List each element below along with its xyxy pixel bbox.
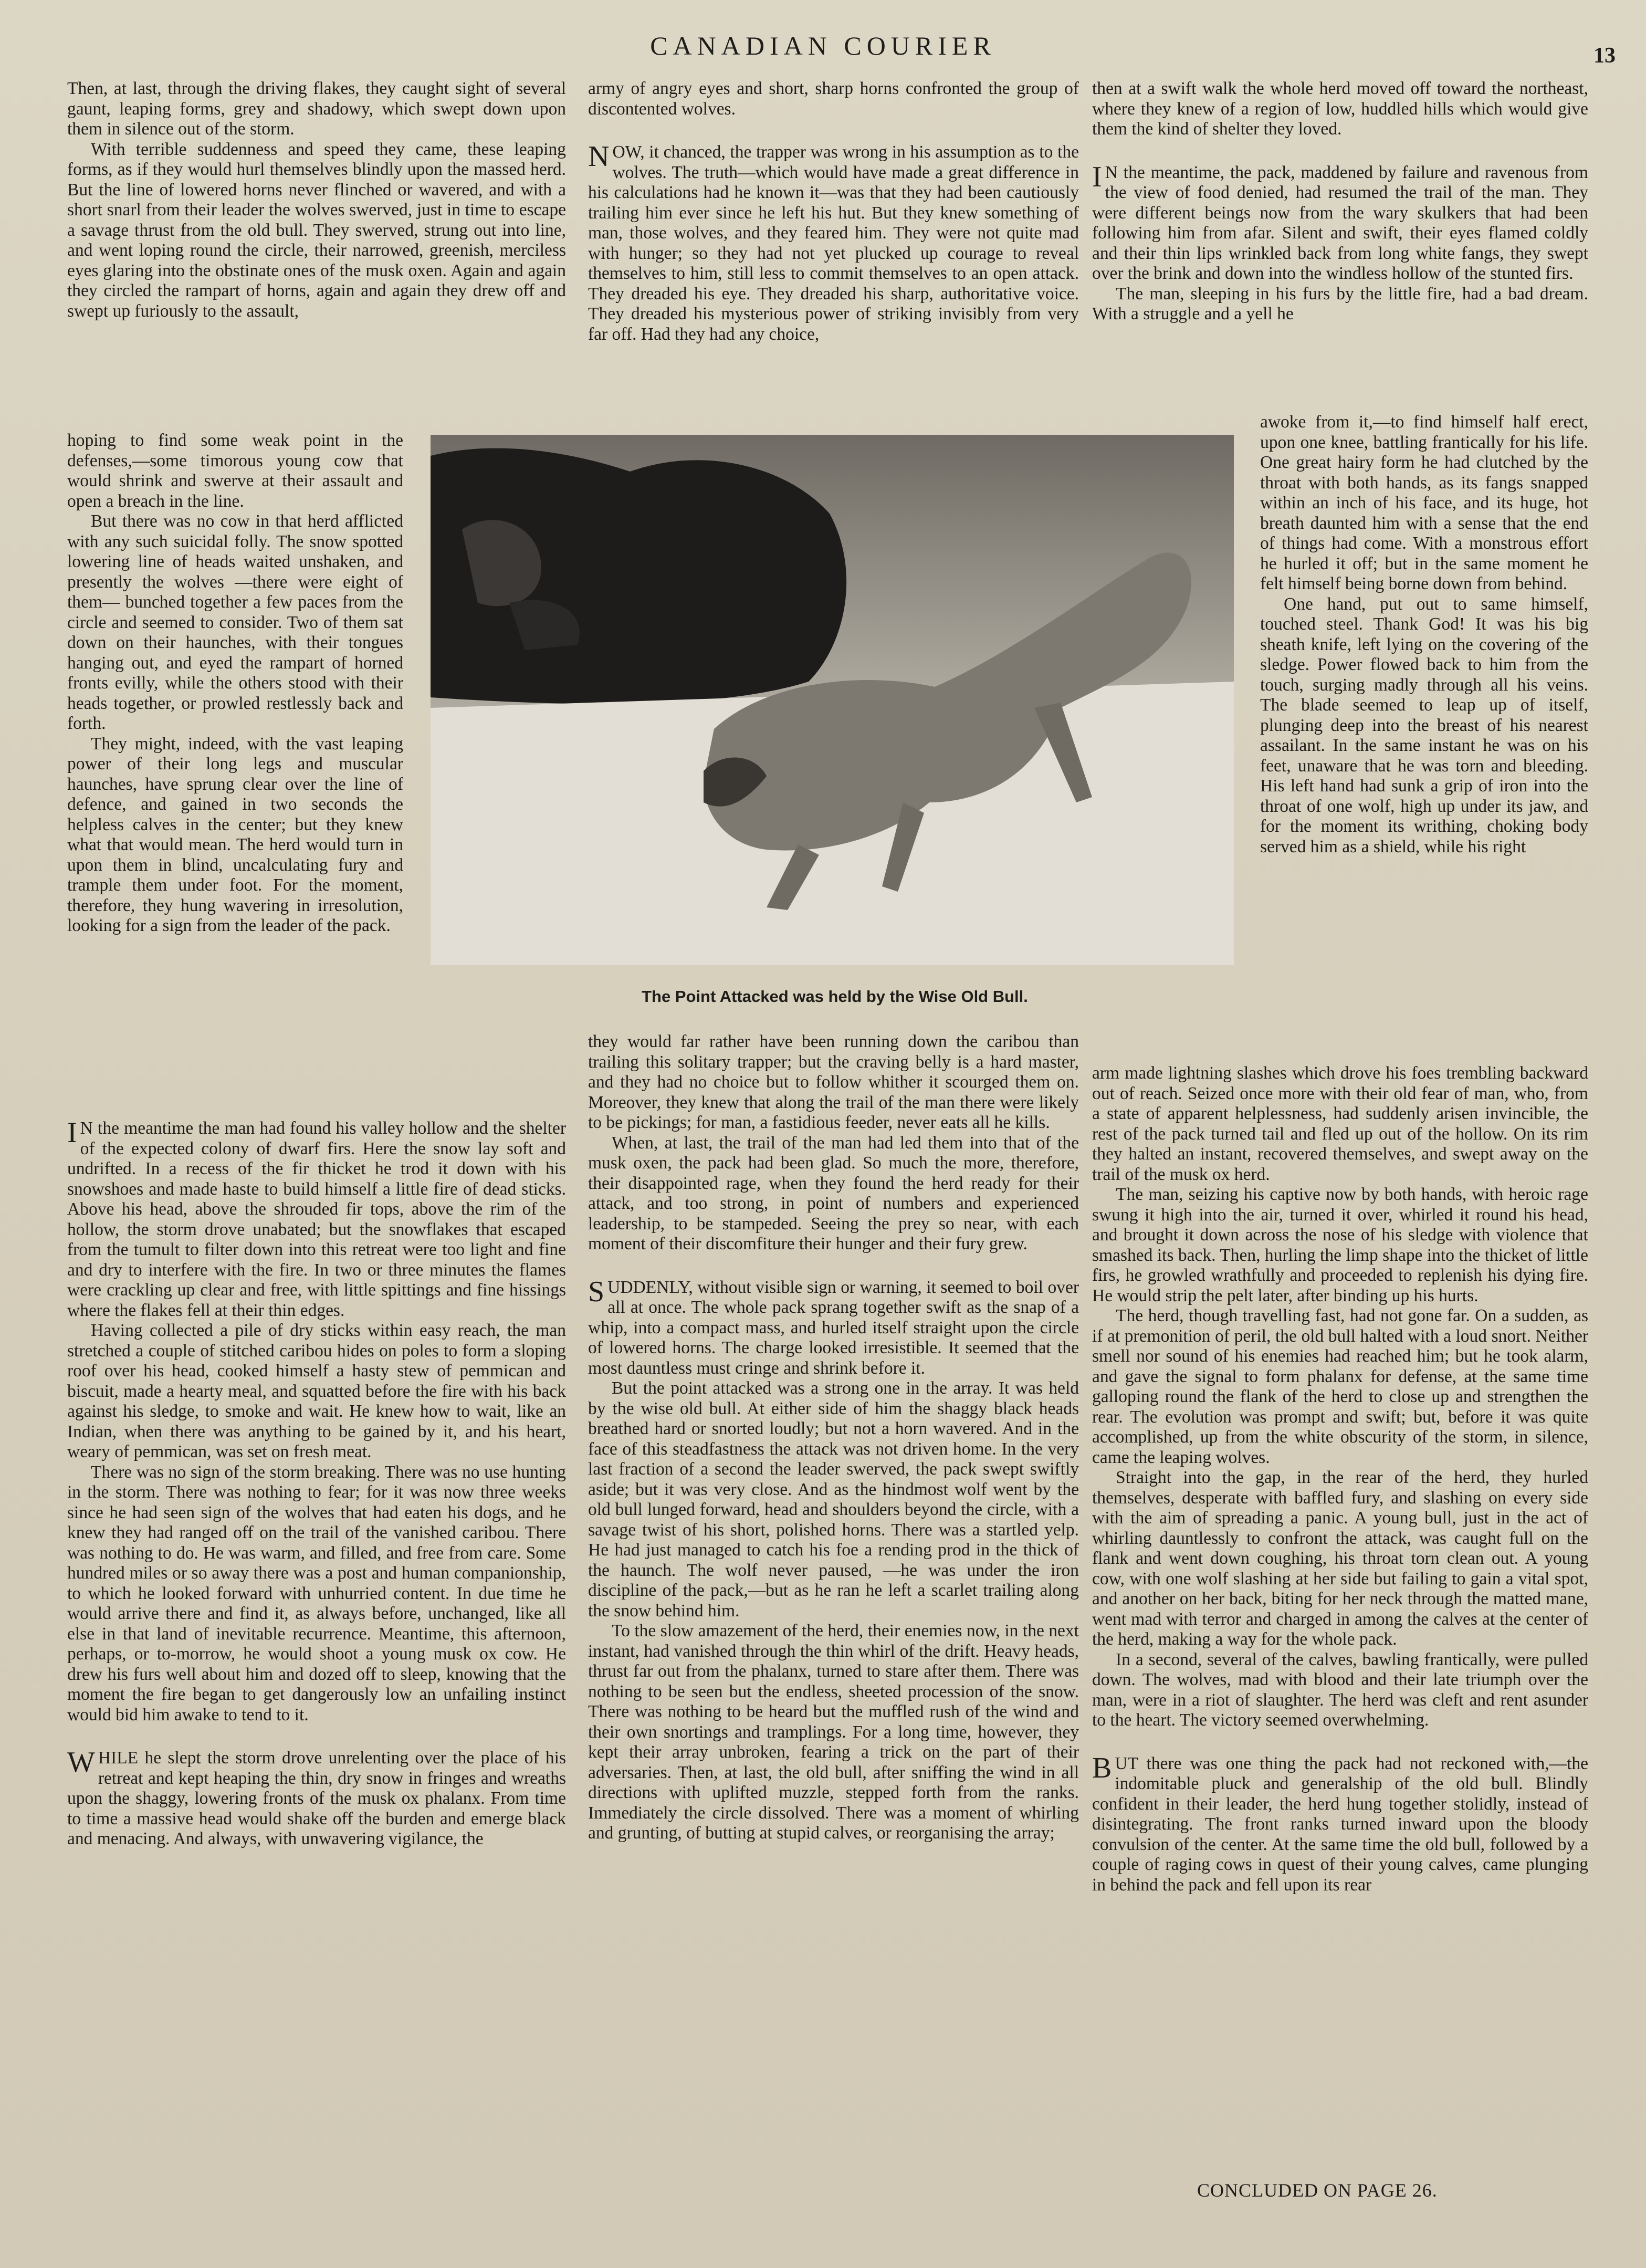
paragraph: The man, sleeping in his furs by the little fire, had a bad dream. With a struggle and a yell he <box>1092 284 1588 323</box>
column-1-narrow <box>67 431 403 936</box>
illustration-musk-oxen-and-wolves <box>431 435 1234 965</box>
paragraph: They might, indeed, with the vast leaping power of their long legs and muscular haunches, have sprung clear over the line of defence, and gained in two seconds the helpless calves in the center; but they knew what that would mean. The herd would turn in upon them in blind, uncalculating fury and trample them under foot. For the moment, therefore, they hung wavering in irresolution, looking for a sign from the leader of the pack. <box>67 734 403 935</box>
column-1-top <box>67 79 566 321</box>
masthead: CANADIAN COURIER <box>650 31 996 60</box>
paragraph: WHILE he slept the storm drove unrelenting over the place of his retreat and kept heaping the thin, dry snow in fringes and wreaths upon the shaggy, lowering fronts of the musk ox phalanx. From time to time a massive head would shake off the burden and emerge black and menacing. And always, with unwavering vigilance, the <box>67 1746 566 1848</box>
paragraph: IN the meantime the man had found his valley hollow and the shelter of the expected colony of dwarf firs. Here the snow lay soft and undrifted. In a recess of the fir thicket he trod it down with his snowshoes and made haste to build himself a little fire of dead sticks. Above his head, above the shrouded fir tops, above the rim of the hollow, the storm drove unabated; but the snowflakes that escaped from the tumult to filter down into this retreat were too light and fine and dry to interfere with the fire. In two or three minutes the flames were crackling up clear and free, with little spittings and fine hissings where the flakes fell at their thin edges. <box>67 1116 566 1320</box>
column-3-top <box>1092 79 1588 325</box>
column-2-lower <box>588 1032 1079 1844</box>
paragraph: SUDDENLY, without visible sign or warning, it seemed to boil over all at once. The whole pack sprang together swift as the snap of a whip, into a compact mass, and hurled itself straight upon the circle of lowered horns. The charge looked irresistible. It seemed that the most dauntless must cringe and shrink before it. <box>588 1275 1079 1378</box>
paragraph: Then, at last, through the driving flakes, they caught sight of several gaunt, leaping forms, grey and shadowy, which swept down upon them in silence out of the storm. <box>67 79 566 139</box>
paragraph: But the point attacked was a strong one in the array. It was held by the wise old bull. At either side of him the shaggy black heads breathed hard or snorted loudly; but not a horn wavered. And in the face of this steadfastness the attack was not driven home. In the very last fraction of a second the leader swerved, the pack swept swiftly aside; but it was very close. And as the hindmost wolf went by the old bull lunged forward, head and shoulders beyond the circle, with a savage twist of his short, polished horns. There was a startled yelp. He had just managed to catch his foe a rending prod in the thick of the haunch. The wolf never paused, —he was under the iron discipline of the pack,—but as he ran he left a scarlet trailing along the snow behind him. <box>588 1378 1079 1621</box>
paragraph: awoke from it,—to find himself half erect, upon one knee, battling frantically for his life. One great hairy form he had clutched by the throat with both hands, as its fangs snapped within an inch of his face, and its huge, hot breath daunted him with a sense that the end of things had come. With a monstrous effort he hurled it off; but in the same moment he felt himself being borne down from behind. <box>1260 412 1588 593</box>
paragraph: In a second, several of the calves, bawling frantically, were pulled down. The wolves, mad with blood and their late triumph over the man, were in a riot of slaughter. The herd was cleft and rent asunder to the heart. The victory seemed overwhelming. <box>1092 1649 1588 1730</box>
paragraph: The herd, though travelling fast, had not gone far. On a sudden, as if at premonition of peril, the old bull halted with a loud snort. Neither smell nor sound of his enemies had reached him; but he took alarm, and gave the signal to form phalanx for defense, at the same time galloping round the flank of the herd to close up and strengthen the rear. The evolution was prompt and swift; but, before it was quite accomplished, up from the white obscurity of the storm, in silence, came the leaping wolves. <box>1092 1306 1588 1467</box>
paragraph: One hand, put out to same himself, touched steel. Thank God! It was his big sheath knife, left lying on the covering of the sledge. Power flowed back to him from the touch, surging madly through all his veins. The blade seemed to leap up of itself, plunging deep into the breast of his nearest assailant. In the same instant he was on his feet, unaware that he was torn and bleeding. His left hand had sunk a grip of iron into the throat of one wolf, high up under its jaw, and for the moment its writhing, choking body served him as a shield, while his right <box>1260 594 1588 856</box>
paragraph: BUT there was one thing the pack had not reckoned with,—the indomitable pluck and generalship of the old bull. Blindly confident in their leader, the herd hung together stolidly, instead of disintegrating. The front ranks turned inward upon the bloody convulsion of the center. At the same time the old bull, followed by a couple of raging cows in quest of their young calves, came plunging in behind the pack and fell upon its rear <box>1092 1751 1588 1895</box>
paragraph: When, at last, the trail of the man had led them into that of the musk oxen, the pack had been glad. So much the more, therefore, their disappointed rage, when they found the herd ready for their attack, and too strong, in point of numbers and experienced leadership, to be stampeded. Seeing the prey so near, with each moment of their discomfiture their hunger and their fury grew. <box>588 1133 1079 1253</box>
paragraph: Having collected a pile of dry sticks within easy reach, the man stretched a couple of stitched caribou hides on poles to form a sloping roof over his head, cooked himself a hasty stew of pemmican and biscuit, made a hearty meal, and squatted before the fire with his back against his sledge, to smoke and wait. He knew how to wait, like an Indian, when there was anything to be gained by it, and his heart, weary of pemmican, was set on fresh meat. <box>67 1321 566 1461</box>
paragraph: they would far rather have been running down the caribou than trailing this solitary trapper; but the craving belly is a hard master, and they had no choice but to follow whither it scourged them on. Moreover, they knew that along the trail of the man there were likely to be pickings; for man, a fastidious feeder, never eats all he kills. <box>588 1032 1079 1132</box>
paragraph: IN the meantime, the pack, maddened by failure and ravenous from the view of food denied, had resumed the trail of the man. They were different beings now from the wary skulkers that had been following him from afar. Silent and swift, their eyes flamed coldly and their thin lips wrinkled back from long white fangs, they swept over the brink and down into the windless hollow of the stunted firs. <box>1092 160 1588 283</box>
page-number: 13 <box>1593 44 1616 68</box>
paragraph: But there was no cow in that herd afflicted with any such suicidal folly. The snow spotted lowering line of heads waited unshaken, and presently the wolves —there were eight of them— bunched together a few paces from the circle and seemed to consider. Two of them sat down on their haunches, with their tongues hanging out, and eyed the rampart of horned fronts evilly, while the others stood with their heads together, or prowled restlessly back and forth. <box>67 511 403 733</box>
paragraph: NOW, it chanced, the trapper was wrong in his assumption as to the wolves. The truth—which would have made a great difference in his calculations had he known it—was that they had been cautiously trailing him ever since he left his hut. But they knew something of man, those wolves, and they feared him. They were not quite mad with hunger; so they had not yet plucked up courage to reveal themselves to him, still less to commit themselves to an open attack. They dreaded his eye. They dreaded his sharp, authoritative voice. They dreaded his mysterious power of striking invisibly from very far off. Had they had any choice, <box>588 140 1079 344</box>
paragraph: Straight into the gap, in the rear of the herd, they hurled themselves, desperate with baffled fury, and slashing on every side with the aim of spreading a panic. A young bull, just in the act of whirling dauntlessly to confront the attack, was caught full on the flank and went down coughing, his throat torn clean out. A young cow, with one wolf slashing at her side but failing to gain a vital spot, and another on her back, biting for her neck through the matted mane, went mad with terror and charged in among the calves at the center of the herd, making a way for the whole pack. <box>1092 1468 1588 1649</box>
continued-notice: CONCLUDED ON PAGE 26. <box>1197 2180 1438 2201</box>
paragraph: To the slow amazement of the herd, their enemies now, in the next instant, had vanished through the thin whirl of the drift. Heavy heads, thrust far out from the phalanx, turned to stare after them. There was nothing to be seen but the endless, sheeted procession of the snow. There was nothing to be heard but the muffled rush of the wind and their own snortings and tramplings. For a long time, however, they kept their array unbroken, fearing a trick on the part of their adversaries. Then, at last, the old bull, after sniffing the wind in all directions with uplifted muzzle, stepped forth from the ranks. Immediately the circle dissolved. There was a moment of whirling and grunting, of butting at stupid calves, or reorganising the array; <box>588 1621 1079 1843</box>
paragraph: The man, seizing his captive now by both hands, with heroic rage swung it high into the air, turned it over, whirled it round his head, and brought it down across the nose of his sledge with violence that smashed its back. Then, hurling the limp shape into the thicket of little firs, he growled wrathfully and proceeded to replenish his dying fire. He would strip the pelt later, after binding up his hurts. <box>1092 1185 1588 1305</box>
column-3-narrow <box>1260 412 1588 857</box>
column-3-lower <box>1092 1063 1588 1895</box>
column-2-top <box>588 79 1079 344</box>
column-1-lower <box>67 1116 566 1849</box>
paragraph: There was no sign of the storm breaking. There was no use hunting in the storm. There was nothing to fear; for it was now three weeks since he had seen sign of the wolves that had eaten his dogs, and he knew they had ranged off on the trail of the vanished caribou. There was nothing to do. He was warm, and filled, and free from care. Some hundred miles or so away there was a post and human companionship, to which he looked forward with unhurried content. In due time he would arrive there and find it, as always before, unchanged, like all else in that land of inevitable recurrence. Meantime, this afternoon, perhaps, or to-morrow, he would shoot a young musk ox cow. He drew his furs well about him and dozed off to sleep, knowing that the moment the fire began to get dangerously low an unfailing instinct would bid him awake to tend to it. <box>67 1462 566 1724</box>
paragraph: then at a swift walk the whole herd moved off toward the northeast, where they knew of a region of low, huddled hills which would give them the kind of shelter they loved. <box>1092 79 1588 139</box>
illustration-caption: The Point Attacked was held by the Wise Old Bull. <box>642 987 1028 1006</box>
paragraph: With terrible suddenness and speed they came, these leaping forms, as if they would hurl themselves blindly upon the massed herd. But the line of lowered horns never flinched or wavered, and with a short snarl from their leader the wolves swerved, just in time to escape a savage thrust from the old bull. They swerved, strung out into line, and went loping round the circle, their narrowed, greenish, merciless eyes glaring into the obstinate ones of the musk oxen. Again and again they circled the rampart of horns, again and again they drew off and swept up furiously to the assault, <box>67 139 566 321</box>
paragraph: army of angry eyes and short, sharp horns confronted the group of discontented wolves. <box>588 79 1079 119</box>
paragraph: hoping to find some weak point in the defenses,—some timorous young cow that would shrink and swerve at their assault and open a breach in the line. <box>67 431 403 511</box>
paragraph: arm made lightning slashes which drove his foes trembling backward out of reach. Seized once more with their old fear of man, who, from a state of apparent helplessness, had suddenly arisen invincible, the rest of the pack turned tail and fled up out of the hollow. On its rim they halted an instant, recovered themselves, and swept away on the trail of the musk ox herd. <box>1092 1063 1588 1184</box>
